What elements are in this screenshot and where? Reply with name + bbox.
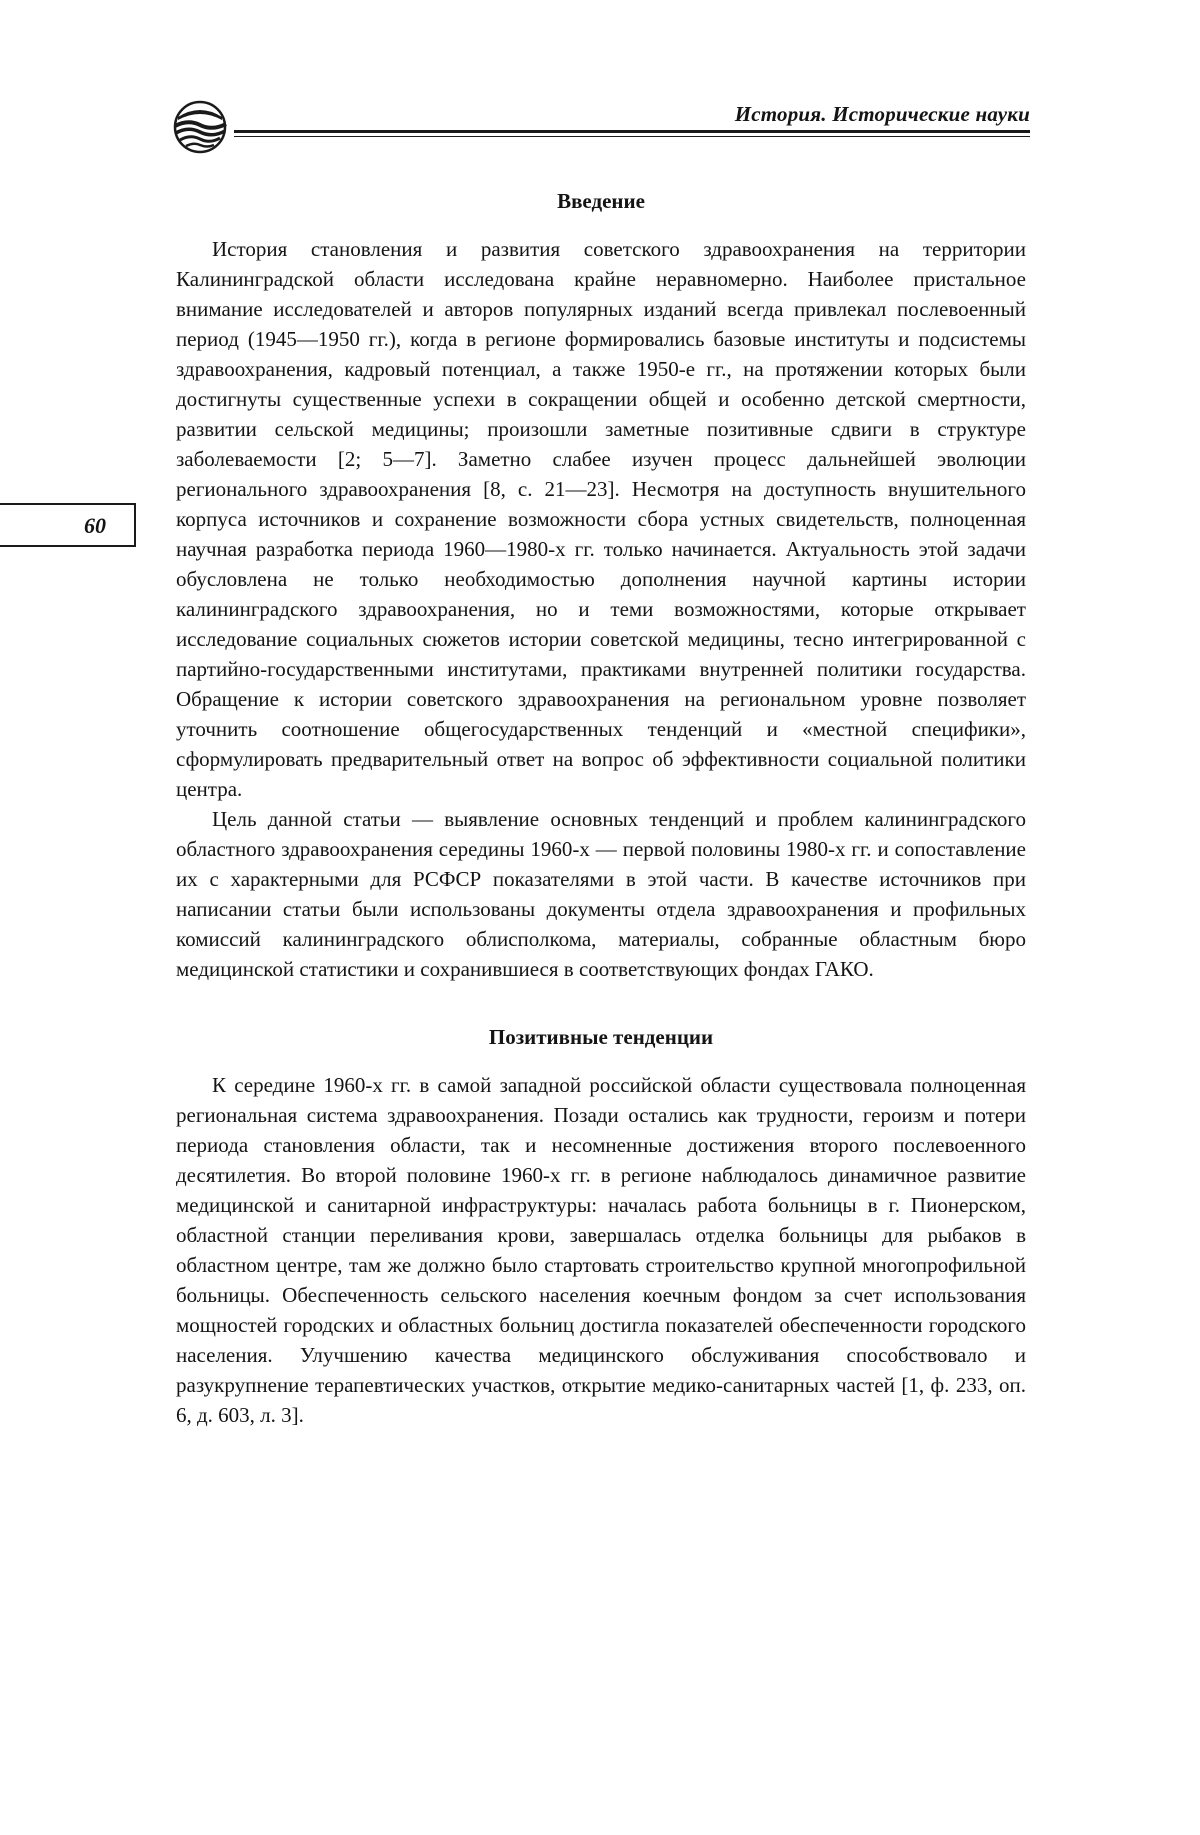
header-rule-thick — [234, 130, 1030, 133]
article-body — [176, 186, 1026, 1430]
running-header — [172, 100, 1030, 150]
section-heading-introduction: Введение — [557, 189, 645, 213]
body-paragraph: К середине 1960-х гг. в самой западной российской области существовала полноценная региональная система здравоохранения. Позади остались как трудности, героизм и потери периода становления области, так и несомненные достижения второго послевоенного десятилетия. Во второй половине 1960-х гг. в регионе наблюдалось динамичное развитие медицинской и санитарной инфраструктуры: началась работа больницы в г. Пионерском, областной станции переливания крови, завершалась отделка больницы для рыбаков в областном центре, там же должно было стартовать строительство крупной многопрофильной больницы. Обеспеченность сельского населения коечным фондом за счет использования мощностей городских и областных больниц достигла показателей обеспеченности городского населения. Улучшению качества медицинского обслуживания способствовало и разукрупнение терапевтических участков, открытие медико-санитарных частей [1, ф. 233, оп. 6, д. 603, л. 3]. — [176, 1073, 1026, 1427]
running-title: История. Исторические науки — [734, 102, 1030, 126]
body-paragraph: Цель данной статьи — выявление основных тенденций и проблем калининградского областного здравоохранения середины 1960-х — первой половины 1980-х гг. и сопоставление их с характерными для РСФСР показателями в этой части. В качестве источников при написании статьи были использованы документы отдела здравоохранения и профильных комиссий калининградского облисполкома, материалы, собранные областным бюро медицинской статистики и сохранившиеся в соответствующих фондах ГАКО. — [176, 807, 1026, 981]
header-rule-thin — [234, 136, 1030, 137]
section-heading-positive-trends: Позитивные тенденции — [488, 1025, 714, 1049]
page-number: 60 — [84, 513, 106, 538]
journal-wave-logo-icon — [172, 100, 234, 154]
page-number-box — [0, 503, 136, 547]
body-paragraph: История становления и развития советского здравоохранения на территории Калининградской области исследована крайне неравномерно. Наиболее пристальное внимание исследователей и авторов популярных изданий всегда привлекал послевоенный период (1945—1950 гг.), когда в регионе формировались базовые институты и подсистемы здравоохранения, кадровый потенциал, а также 1950-е гг., на протяжении которых были достигнуты существенные успехи в сокращении общей и особенно детской смертности, развитии сельской медицины; произошли заметные позитивные сдвиги в структуре заболеваемости [2; 5—7]. Заметно слабее изучен процесс дальнейшей эволюции регионального здравоохранения [8, с. 21—23]. Несмотря на доступность внушительного корпуса источников и сохранение возможности сбора устных свидетельств, полноценная научная разработка периода 1960—1980-х гг. только начинается. Актуальность этой задачи обусловлена не только необходимостью дополнения научной картины истории калининградского здравоохранения, но и теми возможностями, которые открывает исследование социальных сюжетов истории советской медицины, тесно интегрированной с партийно-государственными институтами, практиками внутренней политики государства. Обращение к истории советского здравоохранения на региональном уровне позволяет уточнить соотношение общегосударственных тенденций и «местной специфики», сформулировать предварительный ответ на вопрос об эффективности социальной политики центра. — [176, 237, 1026, 801]
